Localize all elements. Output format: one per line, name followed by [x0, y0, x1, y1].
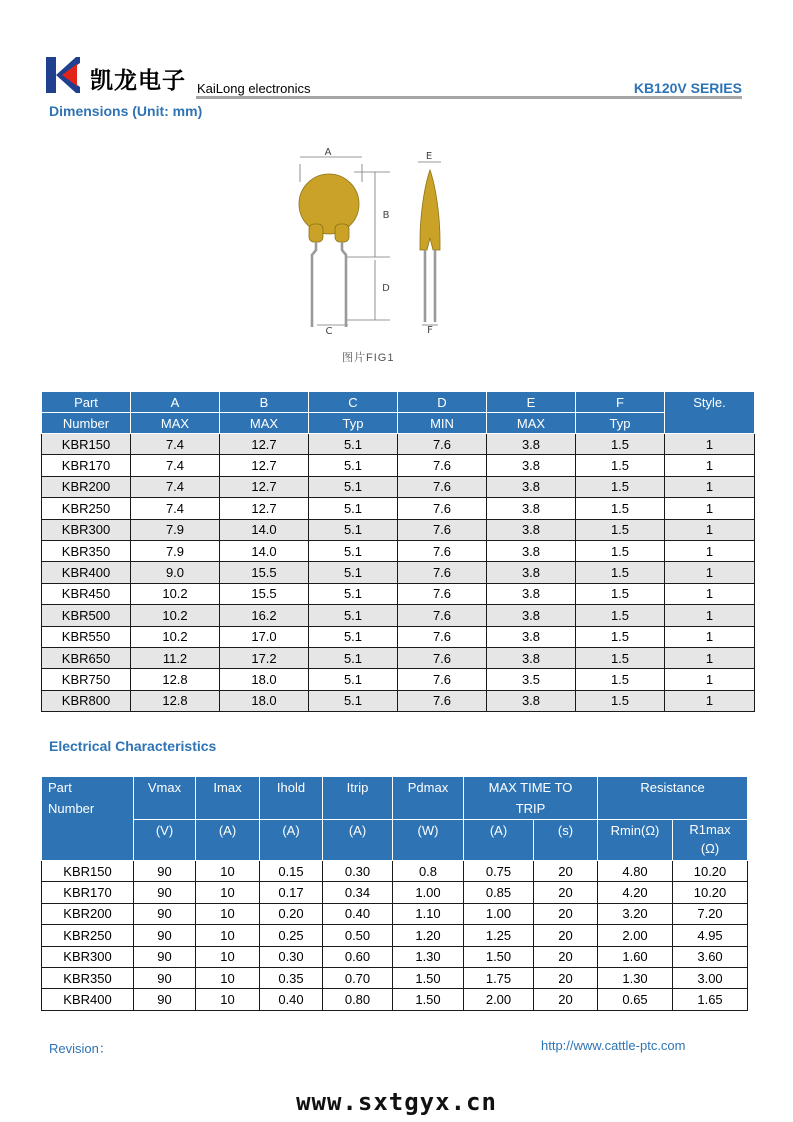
table-cell: 90	[134, 882, 196, 903]
brand-name-english: KaiLong electronics	[197, 81, 311, 96]
table-cell: 3.8	[487, 626, 576, 647]
fig-label-c: C	[325, 326, 333, 337]
table-cell: 5.1	[309, 605, 398, 626]
header-divider	[196, 96, 742, 99]
table-cell: 7.6	[398, 540, 487, 561]
table-cell: 7.9	[131, 519, 220, 540]
part-number-cell: KBR750	[42, 669, 131, 690]
table-cell: 1.65	[673, 989, 748, 1010]
table-cell: 0.40	[260, 989, 323, 1010]
part-number-cell: KBR550	[42, 626, 131, 647]
elec-header-row-2	[42, 820, 748, 861]
table-cell: 7.6	[398, 498, 487, 519]
table-cell: 5.1	[309, 669, 398, 690]
part-number-cell: KBR300	[42, 519, 131, 540]
table-cell: 3.8	[487, 562, 576, 583]
table-cell: 1.5	[576, 498, 665, 519]
table-row	[42, 925, 748, 946]
header-cell: F	[576, 392, 665, 413]
table-cell: 1	[665, 669, 755, 690]
part-number-cell: KBR170	[42, 455, 131, 476]
table-cell: 20	[534, 903, 598, 924]
table-cell: 10.2	[131, 626, 220, 647]
header-cell: E	[487, 392, 576, 413]
table-cell: 3.8	[487, 434, 576, 455]
table-cell: 14.0	[220, 519, 309, 540]
header-cell: (A)	[260, 820, 323, 861]
table-cell: 5.1	[309, 690, 398, 711]
table-row	[42, 626, 755, 647]
header-cell: Vmax	[134, 777, 196, 820]
part-number-cell: KBR400	[42, 562, 131, 583]
table-cell: 0.20	[260, 903, 323, 924]
table-cell: 1.30	[598, 967, 673, 988]
table-row	[42, 647, 755, 668]
table-cell: 20	[534, 861, 598, 882]
header-cell: MAX	[220, 413, 309, 434]
table-cell: 0.65	[598, 989, 673, 1010]
table-cell: 3.8	[487, 476, 576, 497]
series-title: KB120V SERIES	[633, 80, 742, 96]
table-cell: 7.6	[398, 519, 487, 540]
part-number-cell: KBR400	[42, 989, 134, 1010]
table-row	[42, 605, 755, 626]
figure-caption: 图片FIG1	[342, 352, 395, 364]
table-row	[42, 583, 755, 604]
table-cell: 3.8	[487, 690, 576, 711]
ptc-disc-shape	[299, 170, 440, 250]
header-cell: Resistance	[598, 777, 748, 820]
table-cell: 7.4	[131, 476, 220, 497]
table-cell: 7.6	[398, 583, 487, 604]
table-cell: 17.0	[220, 626, 309, 647]
lead-wires	[312, 242, 435, 327]
table-cell: 15.5	[220, 562, 309, 583]
table-cell: 5.1	[309, 562, 398, 583]
table-cell: 0.40	[323, 903, 393, 924]
table-cell: 10	[196, 925, 260, 946]
table-cell: 7.20	[673, 903, 748, 924]
website-link[interactable]: http://www.cattle-ptc.com	[541, 1038, 686, 1053]
header-cell: (A)	[464, 820, 534, 861]
fig-label-e: E	[425, 151, 433, 162]
table-cell: 7.6	[398, 669, 487, 690]
table-cell: 4.80	[598, 861, 673, 882]
table-cell: 1	[665, 455, 755, 476]
table-cell: 5.1	[309, 455, 398, 476]
table-cell: 20	[534, 946, 598, 967]
fig-label-d: D	[382, 283, 390, 294]
table-cell: 1.00	[393, 882, 464, 903]
dim-header-row-1	[42, 392, 755, 413]
header-cell: (A)	[323, 820, 393, 861]
table-cell: 1	[665, 583, 755, 604]
table-cell: 9.0	[131, 562, 220, 583]
table-cell: 4.20	[598, 882, 673, 903]
header-cell: Part	[42, 392, 131, 413]
table-row	[42, 455, 755, 476]
table-cell: 3.20	[598, 903, 673, 924]
table-cell: 20	[534, 989, 598, 1010]
table-cell: 3.8	[487, 498, 576, 519]
table-cell: 12.8	[131, 690, 220, 711]
table-cell: 14.0	[220, 540, 309, 561]
table-cell: 1	[665, 519, 755, 540]
table-cell: 10	[196, 946, 260, 967]
table-cell: 12.7	[220, 476, 309, 497]
table-cell: 1.60	[598, 946, 673, 967]
table-row	[42, 562, 755, 583]
table-cell: 1	[665, 434, 755, 455]
table-cell: 5.1	[309, 583, 398, 604]
table-cell: 10.2	[131, 605, 220, 626]
table-cell: 4.95	[673, 925, 748, 946]
company-logo-icon	[46, 57, 80, 93]
table-cell: 1	[665, 540, 755, 561]
table-cell: 16.2	[220, 605, 309, 626]
electrical-section-title: Electrical Characteristics	[49, 738, 217, 754]
table-row	[42, 946, 748, 967]
table-cell: 7.4	[131, 434, 220, 455]
part-number-cell: KBR650	[42, 647, 131, 668]
part-number-cell: KBR200	[42, 903, 134, 924]
table-cell: 7.4	[131, 455, 220, 476]
table-cell: 7.6	[398, 626, 487, 647]
table-cell: 3.5	[487, 669, 576, 690]
table-cell: 0.15	[260, 861, 323, 882]
header-cell: R1max (Ω)	[673, 820, 748, 861]
table-cell: 0.34	[323, 882, 393, 903]
table-cell: 3.8	[487, 647, 576, 668]
table-cell: 0.25	[260, 925, 323, 946]
table-cell: 1.5	[576, 605, 665, 626]
table-cell: 1.10	[393, 903, 464, 924]
part-number-cell: KBR250	[42, 498, 131, 519]
table-cell: 3.8	[487, 583, 576, 604]
table-cell: 1.5	[576, 583, 665, 604]
table-cell: 7.6	[398, 455, 487, 476]
table-cell: 1.25	[464, 925, 534, 946]
table-cell: 7.4	[131, 498, 220, 519]
table-cell: 10	[196, 989, 260, 1010]
electrical-table	[41, 776, 748, 1011]
table-cell: 3.8	[487, 519, 576, 540]
table-cell: 1	[665, 605, 755, 626]
table-cell: 1.5	[576, 626, 665, 647]
table-row	[42, 434, 755, 455]
table-cell: 1.5	[576, 519, 665, 540]
table-cell: 10	[196, 861, 260, 882]
header-cell: Imax	[196, 777, 260, 820]
part-number-cell: KBR200	[42, 476, 131, 497]
table-cell: 5.1	[309, 498, 398, 519]
table-cell: 7.6	[398, 434, 487, 455]
table-cell: 1.5	[576, 562, 665, 583]
table-row	[42, 989, 748, 1010]
table-row	[42, 540, 755, 561]
fig-label-b: B	[382, 210, 390, 221]
table-cell: 90	[134, 946, 196, 967]
header-cell: (s)	[534, 820, 598, 861]
header-cell: D	[398, 392, 487, 413]
dimension-drawing	[272, 142, 462, 372]
header-cell: Ihold	[260, 777, 323, 820]
table-cell: 1.5	[576, 455, 665, 476]
header-cell: MAX	[487, 413, 576, 434]
table-cell: 5.1	[309, 476, 398, 497]
table-cell: 12.7	[220, 498, 309, 519]
table-cell: 10	[196, 882, 260, 903]
dimensions-table-body	[42, 434, 755, 712]
header-cell: MAX TIME TO TRIP	[464, 777, 598, 820]
table-cell: 2.00	[464, 989, 534, 1010]
table-cell: 1.5	[576, 690, 665, 711]
table-cell: 5.1	[309, 519, 398, 540]
table-row	[42, 519, 755, 540]
table-cell: 0.50	[323, 925, 393, 946]
table-cell: 1.50	[464, 946, 534, 967]
table-cell: 10	[196, 903, 260, 924]
dim-header-row-2	[42, 413, 755, 434]
table-row	[42, 967, 748, 988]
part-number-cell: KBR150	[42, 861, 134, 882]
table-cell: 12.8	[131, 669, 220, 690]
table-cell: 1.00	[464, 903, 534, 924]
electrical-table-body	[42, 861, 748, 1011]
table-cell: 5.1	[309, 626, 398, 647]
table-cell: 7.6	[398, 605, 487, 626]
watermark-text: www.sxtgyx.cn	[296, 1088, 497, 1116]
table-row	[42, 669, 755, 690]
part-number-cell: KBR800	[42, 690, 131, 711]
table-cell: 5.1	[309, 434, 398, 455]
table-cell: 1	[665, 498, 755, 519]
header-cell: C	[309, 392, 398, 413]
table-cell: 3.8	[487, 455, 576, 476]
table-row	[42, 498, 755, 519]
table-cell: 1.30	[393, 946, 464, 967]
table-cell: 10	[196, 967, 260, 988]
table-cell: 0.60	[323, 946, 393, 967]
table-cell: 90	[134, 925, 196, 946]
table-cell: 1	[665, 647, 755, 668]
table-cell: 3.8	[487, 605, 576, 626]
table-cell: 3.00	[673, 967, 748, 988]
header-cell: Style.	[665, 392, 755, 434]
table-row	[42, 690, 755, 711]
table-cell: 20	[534, 925, 598, 946]
table-cell: 1	[665, 690, 755, 711]
table-cell: 0.35	[260, 967, 323, 988]
fig-label-f: F	[427, 325, 433, 336]
table-cell: 1.50	[393, 989, 464, 1010]
table-cell: 20	[534, 882, 598, 903]
elec-header-row-1	[42, 777, 748, 820]
table-cell: 12.7	[220, 434, 309, 455]
table-cell: 7.6	[398, 476, 487, 497]
table-cell: 0.30	[323, 861, 393, 882]
header-cell: (V)	[134, 820, 196, 861]
header-cell: (W)	[393, 820, 464, 861]
table-cell: 0.75	[464, 861, 534, 882]
table-cell: 1.20	[393, 925, 464, 946]
header-cell: A	[131, 392, 220, 413]
part-number-cell: KBR350	[42, 540, 131, 561]
table-cell: 1.5	[576, 669, 665, 690]
table-cell: 18.0	[220, 669, 309, 690]
table-cell: 0.8	[393, 861, 464, 882]
table-cell: 20	[534, 967, 598, 988]
header-cell: (A)	[196, 820, 260, 861]
table-row	[42, 882, 748, 903]
table-row	[42, 861, 748, 882]
table-cell: 10.20	[673, 882, 748, 903]
table-cell: 0.85	[464, 882, 534, 903]
table-cell: 5.1	[309, 647, 398, 668]
table-cell: 7.6	[398, 562, 487, 583]
header-cell: Typ	[309, 413, 398, 434]
dimensions-table	[41, 391, 755, 712]
part-number-cell: KBR450	[42, 583, 131, 604]
table-cell: 1	[665, 476, 755, 497]
table-cell: 90	[134, 903, 196, 924]
header-cell: MAX	[131, 413, 220, 434]
part-number-cell: KBR150	[42, 434, 131, 455]
table-cell: 1.5	[576, 540, 665, 561]
table-cell: 7.6	[398, 647, 487, 668]
table-cell: 0.70	[323, 967, 393, 988]
table-cell: 90	[134, 967, 196, 988]
table-cell: 18.0	[220, 690, 309, 711]
table-cell: 10.2	[131, 583, 220, 604]
part-number-cell: KBR250	[42, 925, 134, 946]
brand-name-chinese: 凯龙电子	[90, 67, 186, 94]
table-cell: 11.2	[131, 647, 220, 668]
table-cell: 90	[134, 989, 196, 1010]
table-cell: 2.00	[598, 925, 673, 946]
table-cell: 1	[665, 562, 755, 583]
revision-label: Revision：	[49, 1041, 112, 1056]
table-cell: 1.5	[576, 434, 665, 455]
table-cell: 15.5	[220, 583, 309, 604]
header-cell: Itrip	[323, 777, 393, 820]
table-cell: 3.8	[487, 540, 576, 561]
table-cell: 0.30	[260, 946, 323, 967]
header-cell: Rmin(Ω)	[598, 820, 673, 861]
part-number-cell: KBR500	[42, 605, 131, 626]
table-cell: 10.20	[673, 861, 748, 882]
header-cell: MIN	[398, 413, 487, 434]
table-cell: 90	[134, 861, 196, 882]
table-cell: 0.17	[260, 882, 323, 903]
table-cell: 1	[665, 626, 755, 647]
part-number-cell: KBR170	[42, 882, 134, 903]
table-cell: 12.7	[220, 455, 309, 476]
header-cell: B	[220, 392, 309, 413]
fig-label-a: A	[324, 147, 332, 158]
header-cell: Part Number	[42, 777, 134, 861]
header-cell: Typ	[576, 413, 665, 434]
table-row	[42, 903, 748, 924]
header-cell: Pdmax	[393, 777, 464, 820]
table-cell: 3.60	[673, 946, 748, 967]
table-cell: 1.5	[576, 647, 665, 668]
dimensions-section-title: Dimensions (Unit: mm)	[49, 103, 203, 119]
table-cell: 1.75	[464, 967, 534, 988]
table-cell: 1.50	[393, 967, 464, 988]
header-cell: Number	[42, 413, 131, 434]
table-cell: 7.6	[398, 690, 487, 711]
table-row	[42, 476, 755, 497]
part-number-cell: KBR350	[42, 967, 134, 988]
part-number-cell: KBR300	[42, 946, 134, 967]
table-cell: 1.5	[576, 476, 665, 497]
table-cell: 5.1	[309, 540, 398, 561]
table-cell: 0.80	[323, 989, 393, 1010]
table-cell: 17.2	[220, 647, 309, 668]
table-cell: 7.9	[131, 540, 220, 561]
